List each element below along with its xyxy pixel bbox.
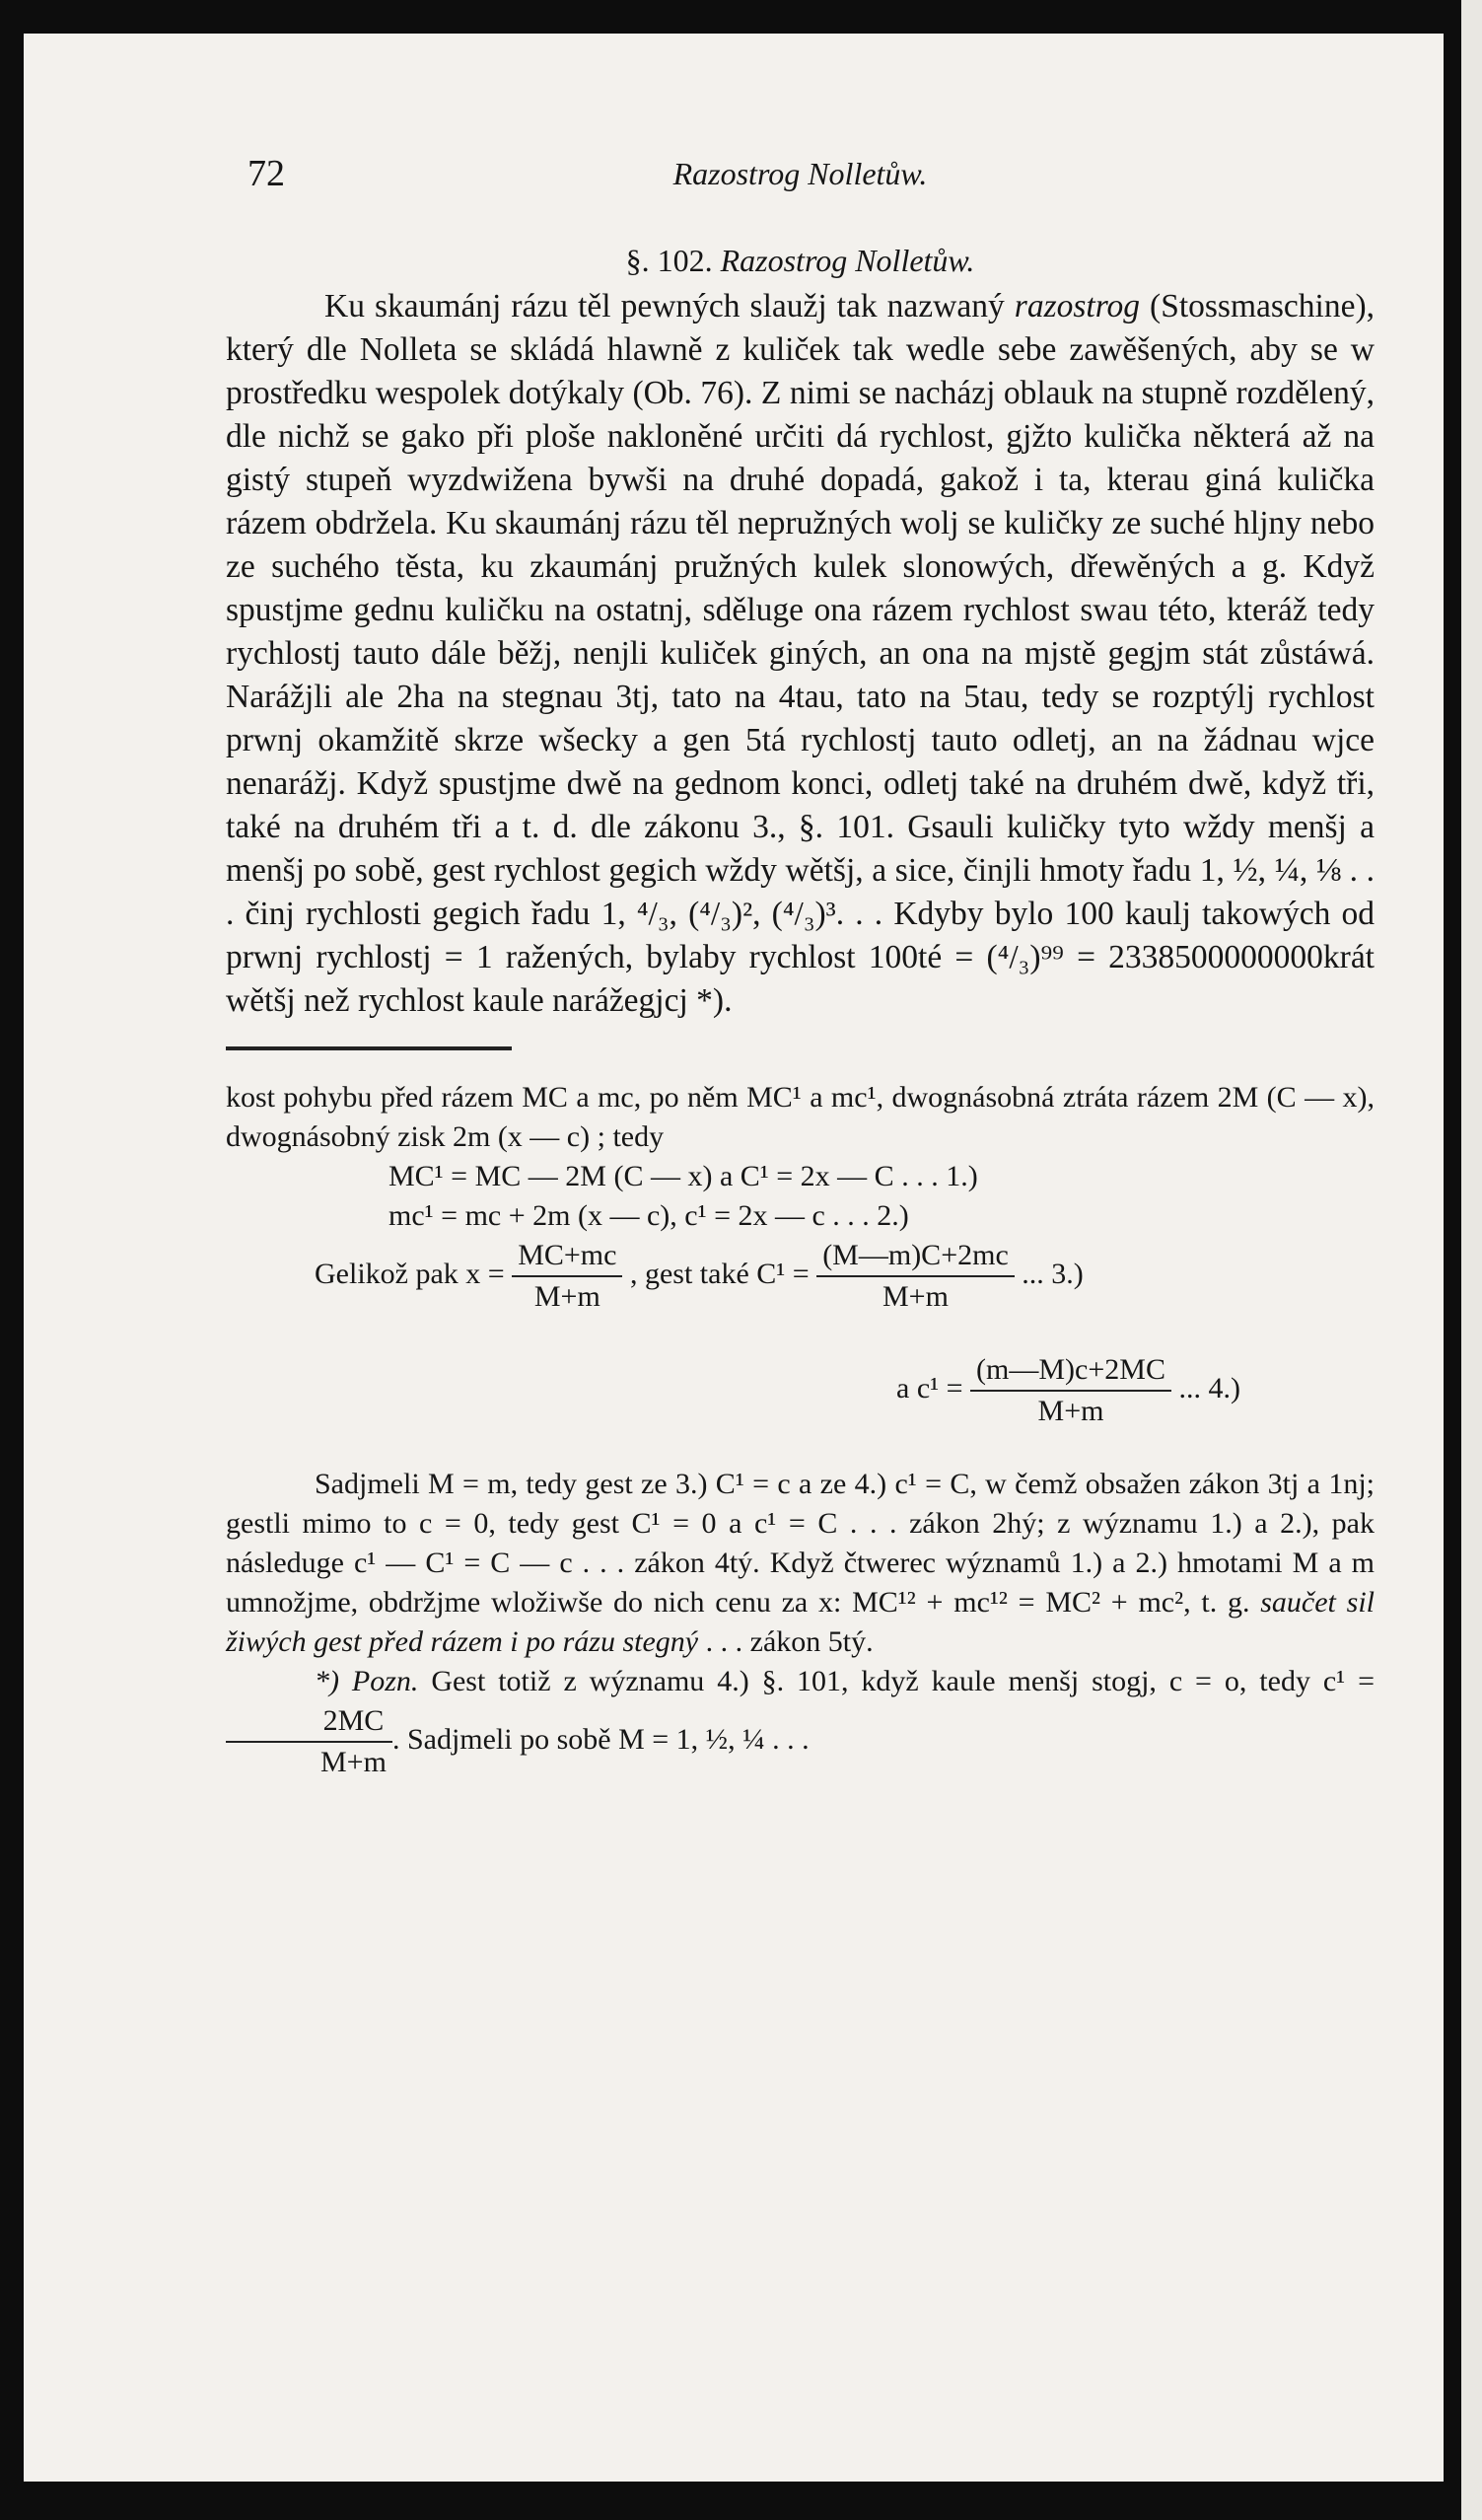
eq3-fraction (512, 1236, 622, 1317)
book-page (24, 34, 1444, 2482)
eq4-lead: a c¹ = (896, 1371, 963, 1404)
eq3-numerator: MC+mc (518, 1239, 617, 1271)
eq4-numerator: (m—M)c+2MC (976, 1353, 1165, 1386)
para2-italic: saučet sil žiwých gest před rázem i po rázu stegný (226, 1586, 1375, 1658)
section-title: Razostrog Nolletůw. (720, 243, 975, 278)
eq3-fraction-2 (816, 1236, 1015, 1317)
note-denominator: M+m (226, 1741, 392, 1782)
page-content (226, 152, 1375, 1782)
footnote-intro: kost pohybu před rázem MC a mc, po něm MC¹ a mc¹, dwognásobná ztráta rázem 2M (C — x), dwognásobný zisk 2m (x — c) ; tedy (226, 1081, 1375, 1153)
eq3-tail: ... 3.) (1022, 1257, 1084, 1290)
main-paragraph (226, 285, 1375, 1023)
equation-4 (226, 1350, 1375, 1465)
eq3-numerator-2: (M—m)C+2mc (822, 1239, 1009, 1271)
page-number: 72 (247, 153, 285, 194)
eq4-fraction (970, 1350, 1171, 1431)
section-number: §. 102. (625, 243, 713, 278)
adjacent-page-edge (1461, 0, 1482, 2520)
equation-1: MC¹ = MC — 2M (C — x) a C¹ = 2x — C . . . 1.) (388, 1160, 978, 1192)
eq3-denominator-2: M+m (816, 1275, 1015, 1317)
eq3-mid: , gest také C¹ = (629, 1257, 810, 1290)
paragraph-text-2: (Stossmaschine), který dle Nolleta se skládá hlawně z kuliček tak wedle sebe zawěšených, aby se w prostředku wespolek dotýkaly (Ob. 76). Z nimi se nacházj oblauk na stupně rozdělený, dle nichž se gako při ploše nakloněné určiti dá rychlost, gjžto kulička některá až na gistý stupeň wyzdwižena bywši na druhé dopadá, gakož i ta, kterau giná kulička rázem obdržela. Ku skaumánj rázu těl nepružných wolj se kuličky ze suché hljny nebo ze suchého těsta, ku zkaumánj pružných kulek slonowých, dřewěných a g. Když spustjme gednu kuličku na ostatnj, sděluge ona rázem rychlost swau této, kteráž tedy rychlostj tauto dále běžj, nenjli kuliček giných, an ona na mjstě gegjm stát zůstáwá. Narážjli ale 2ha na stegnau 3tj, tato na 4tau, tato na 5tau, tedy se rozptýlj rychlost prwnj okamžitě skrze wšecky a gen 5tá rychlostj tauto odletj, an na žádnau wjce nenarážj. Když spustjme dwě na gednom konci, odletj také na druhém dwě, když tři, také na druhém tři a t. d. dle zákonu 3., §. 101. Gsauli kuličky tyto wždy menšj a menšj po sobě, gest rychlost gegich wždy wětšj, a sice, činjli hmoty řadu 1, ½, ¼, ⅛ . . . činj rychlosti gegich řadu 1, ⁴/₃, (⁴/₃)², (⁴/₃)³. . . Kdyby bylo 100 kaulj takowých od prwnj rychlostj = 1 ražených, bylaby rychlost 100té = (⁴/₃)⁹⁹ = 2338500000000krát wětšj než rychlost kaule narážegjcj *). (226, 288, 1375, 1019)
paragraph-term: razostrog (1014, 288, 1140, 324)
para2-text-b: . . . zákon 5tý. (698, 1625, 874, 1658)
eq3-lead: Gelikož pak x = (315, 1257, 505, 1290)
para2-text-a: Sadjmeli M = m, tedy gest ze 3.) C¹ = c a ze 4.) c¹ = C, w čemž obsažen zákon 3tj a 1nj; gestli mimo to c = 0, tedy gest C¹ = 0 a c¹ = C . . . zákon 2hý; z wýznamu 1.) a 2.), pak následuge c¹ — C¹ = C — c . . . zákon 4tý. Když čtwerec wýznamů 1.) a 2.) hmotami M a m umnožjme, obdržjme wložiwše do nich cenu za x: MC¹² + mc¹² = MC² + mc², t. g. (226, 1468, 1375, 1619)
note-mark: *) Pozn. (315, 1665, 419, 1697)
paragraph-text-1: Ku skaumánj rázu těl pewných slaužj tak nazwaný (324, 288, 1015, 324)
page-header (226, 152, 1375, 207)
note-text: Gest totiž z wýznamu 4.) §. 101, když kaule menšj stogj, c = o, tedy c¹ = (418, 1665, 1375, 1697)
asterisk-note (226, 1662, 1375, 1782)
note-numerator: 2MC (322, 1704, 385, 1737)
eq4-denominator: M+m (970, 1390, 1171, 1431)
eq3-denominator: M+m (512, 1275, 622, 1317)
eq4-tail: ... 4.) (1178, 1371, 1240, 1404)
footnote-rule (226, 1046, 512, 1050)
section-heading (226, 243, 1375, 279)
note-tail: . Sadjmeli po sobě M = 1, ½, ¼ . . . (391, 1722, 810, 1756)
equation-2: mc¹ = mc + 2m (x — c), c¹ = 2x — c . . . 2.) (388, 1199, 909, 1232)
running-title: Razostrog Nolletůw. (672, 156, 928, 191)
equation-3 (226, 1236, 1375, 1350)
footnote-block (226, 1078, 1375, 1782)
main-text (226, 285, 1375, 1023)
footnote-paragraph-2 (226, 1465, 1375, 1662)
note-fraction (226, 1701, 392, 1782)
